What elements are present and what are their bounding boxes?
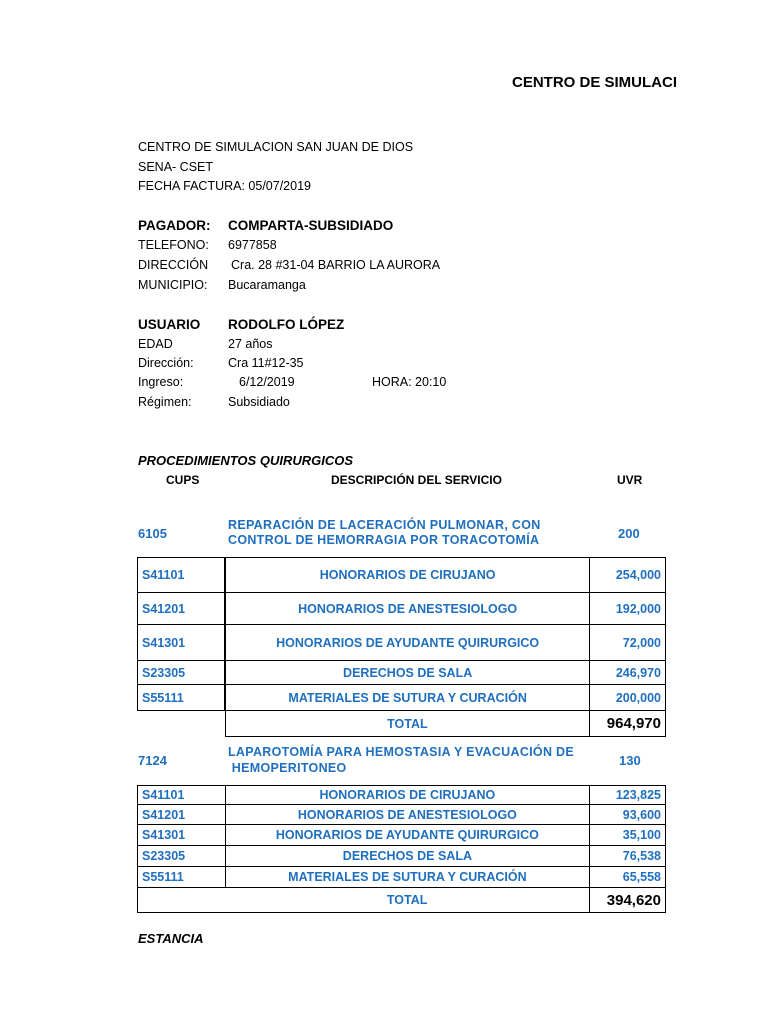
procedure-code: 7124: [138, 753, 167, 768]
telefono-label: TELEFONO:: [138, 238, 209, 252]
row-description: MATERIALES DE SUTURA Y CURACIÓN: [225, 685, 589, 711]
procedure-uvr: 130: [619, 753, 641, 768]
regimen-label: Régimen:: [138, 395, 192, 409]
row-value: 192,000: [590, 593, 666, 625]
row-description: HONORARIOS DE CIRUJANO: [225, 558, 589, 593]
table-row: [138, 558, 666, 593]
row-description: HONORARIOS DE AYUDANTE QUIRURGICO: [225, 825, 589, 846]
table-row: [138, 593, 666, 625]
procedure-code: 6105: [138, 526, 167, 541]
row-description: MATERIALES DE SUTURA Y CURACIÓN: [225, 867, 589, 888]
row-value: 65,558: [590, 867, 666, 888]
procedure-uvr: 200: [618, 526, 640, 541]
row-code: S55111: [138, 685, 226, 711]
table-row: [138, 825, 666, 846]
edad-label: EDAD: [138, 337, 173, 351]
user-direccion-label: Dirección:: [138, 356, 194, 370]
page-title: CENTRO DE SIMULACI: [512, 74, 677, 91]
ingreso-value: 6/12/2019: [239, 375, 295, 389]
invoice-date: FECHA FACTURA: 05/07/2019: [138, 179, 311, 193]
column-cups: CUPS: [166, 473, 200, 487]
table-row: [138, 805, 666, 825]
row-description: HONORARIOS DE ANESTESIOLOGO: [225, 593, 589, 625]
hora-label: HORA: 20:10: [372, 375, 447, 389]
usuario-label: USUARIO: [138, 317, 201, 332]
procedures-title: PROCEDIMIENTOS QUIRURGICOS: [138, 453, 354, 468]
column-description: DESCRIPCIÓN DEL SERVICIO: [331, 473, 502, 487]
estancia-title: ESTANCIA: [138, 931, 204, 946]
procedure-description-line2: CONTROL DE HEMORRAGIA POR TORACOTOMÍA: [228, 533, 540, 547]
unit-name: SENA- CSET: [138, 160, 214, 174]
row-value: 123,825: [590, 786, 666, 805]
table-row: [138, 867, 666, 888]
ingreso-label: Ingreso:: [138, 375, 184, 389]
row-code: S55111: [138, 867, 226, 888]
row-code: S41201: [138, 805, 226, 825]
direccion-value: Cra. 28 #31-04 BARRIO LA AURORA: [231, 258, 441, 272]
procedure-description-line2: HEMOPERITONEO: [228, 761, 347, 775]
row-value: 93,600: [590, 805, 666, 825]
row-code: S41301: [138, 625, 226, 661]
row-code: S23305: [138, 846, 226, 867]
procedure-description-line1: LAPAROTOMÍA PARA HEMOSTASIA Y EVACUACIÓN DE: [228, 745, 575, 759]
row-value: 200,000: [590, 685, 666, 711]
pagador-value: COMPARTA-SUBSIDIADO: [228, 218, 394, 233]
regimen-value: Subsidiado: [228, 395, 290, 409]
user-direccion-value: Cra 11#12-35: [228, 356, 304, 370]
row-value: 254,000: [590, 558, 666, 593]
total-label: TOTAL: [225, 888, 589, 913]
row-description: DERECHOS DE SALA: [225, 846, 589, 867]
table-row: [138, 685, 666, 711]
row-code: S41301: [138, 825, 226, 846]
procedure-table: [137, 557, 666, 737]
row-description: HONORARIOS DE CIRUJANO: [225, 786, 589, 805]
column-uvr: UVR: [617, 473, 643, 487]
row-description: HONORARIOS DE ANESTESIOLOGO: [225, 805, 589, 825]
direccion-label: DIRECCIÓN: [138, 258, 209, 272]
usuario-value: RODOLFO LÓPEZ: [228, 317, 345, 332]
total-spacer: [138, 711, 226, 737]
pagador-label: PAGADOR:: [138, 218, 211, 233]
row-code: S41201: [138, 593, 226, 625]
row-description: DERECHOS DE SALA: [225, 661, 589, 685]
municipio-value: Bucaramanga: [228, 278, 306, 292]
total-value: 394,620: [590, 888, 666, 913]
row-description: HONORARIOS DE AYUDANTE QUIRURGICO: [225, 625, 589, 661]
org-name: CENTRO DE SIMULACION SAN JUAN DE DIOS: [138, 140, 414, 154]
procedure-table: [137, 785, 666, 913]
telefono-value: 6977858: [228, 238, 277, 252]
total-value: 964,970: [590, 711, 666, 737]
municipio-label: MUNICIPIO:: [138, 278, 208, 292]
table-row: [138, 786, 666, 805]
row-value: 76,538: [590, 846, 666, 867]
row-value: 72,000: [590, 625, 666, 661]
total-row: [138, 711, 666, 737]
row-code: S41101: [138, 786, 226, 805]
row-value: 35,100: [590, 825, 666, 846]
row-value: 246,970: [590, 661, 666, 685]
table-row: [138, 846, 666, 867]
table-row: [138, 625, 666, 661]
total-label: TOTAL: [225, 711, 589, 737]
table-row: [138, 661, 666, 685]
total-spacer: [138, 888, 226, 913]
edad-value: 27 años: [228, 337, 273, 351]
row-code: S23305: [138, 661, 226, 685]
total-row: [138, 888, 666, 913]
procedure-description-line1: REPARACIÓN DE LACERACIÓN PULMONAR, CON: [228, 518, 541, 532]
row-code: S41101: [138, 558, 226, 593]
